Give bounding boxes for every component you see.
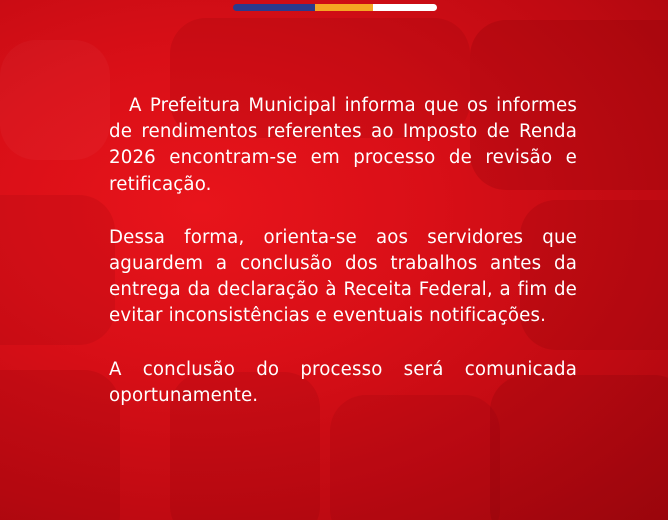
- notice-paragraph-2: Dessa forma, orienta-se aos servidores que aguardem a conclusão dos trabalhos antes da entrega da declaração à Receita Federal, a fim de evitar inconsistências e eventuais notificações.: [109, 226, 577, 327]
- notice-paragraph-3: A conclusão do processo será comunicada oportunamente.: [109, 358, 577, 406]
- stripe-blue-segment: [233, 4, 315, 11]
- decorative-shape: [330, 395, 500, 520]
- stripe-yellow-segment: [315, 4, 373, 11]
- decorative-shape: [0, 195, 115, 345]
- decorative-shape: [0, 40, 110, 160]
- decorative-shape: [0, 370, 120, 520]
- notice-text: [109, 93, 577, 409]
- stripe-white-segment: [373, 4, 437, 11]
- flag-color-stripe: [233, 4, 437, 11]
- notice-paragraph-1: A Prefeitura Municipal informa que os informes de rendimentos referentes ao Imposto de Renda 2026 encontram-se em processo de revisão e retificação.: [109, 95, 577, 195]
